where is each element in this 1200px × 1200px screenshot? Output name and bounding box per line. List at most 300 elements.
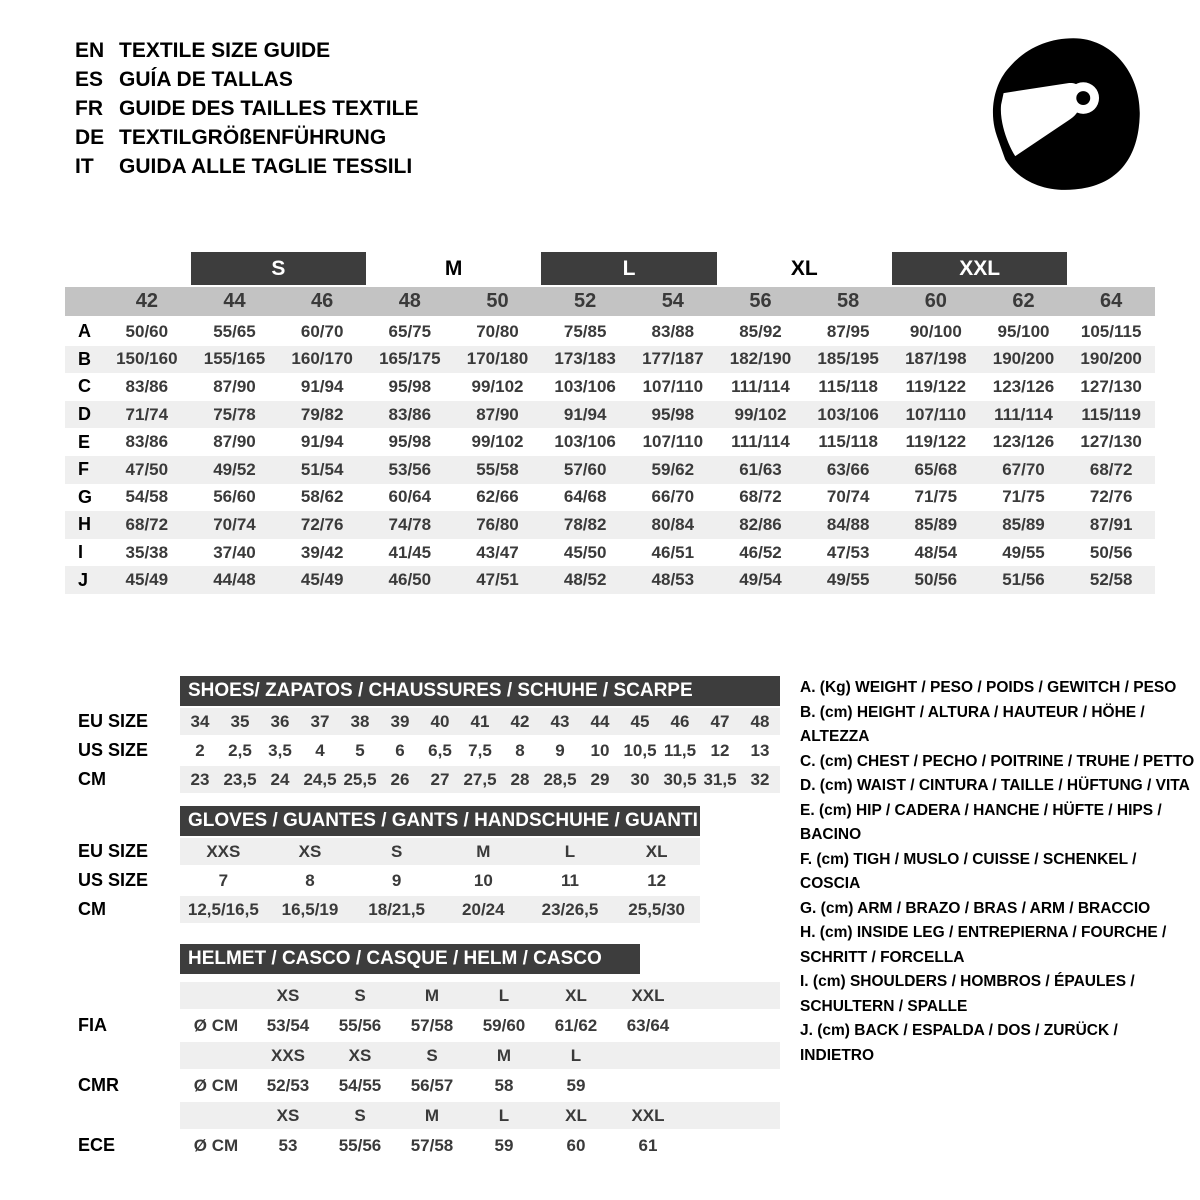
table-cell: 119/122 — [905, 432, 967, 452]
table-row — [65, 1102, 780, 1129]
standard-label: ECE — [78, 1135, 116, 1155]
table-cell: 30,5 — [663, 769, 697, 789]
table-cell: 83/88 — [651, 321, 695, 341]
gloves-title: GLOVES / GUANTES / GANTS / HANDSCHUHE / GUANTI — [180, 806, 700, 836]
size-group-xxl: XXL — [892, 252, 1067, 285]
table-cell: 87/90 — [213, 432, 256, 452]
table-cell: 36 — [270, 711, 290, 731]
table-cell: 68/72 — [125, 514, 169, 534]
table-cell: 6 — [395, 740, 405, 760]
table-cell: 72/76 — [1089, 487, 1133, 507]
size-number: 44 — [223, 290, 246, 312]
table-cell: 66/70 — [651, 487, 695, 507]
table-cell: 45 — [630, 711, 650, 731]
table-cell: 115/118 — [818, 376, 878, 396]
table-cell: 72/76 — [300, 514, 344, 534]
shoes-section — [65, 676, 780, 793]
language-code: FR — [75, 97, 103, 120]
table-cell: 63/64 — [626, 1015, 670, 1035]
main-size-numbers-row — [65, 287, 1155, 316]
table-cell: 160/170 — [291, 349, 353, 369]
racing-helmet-icon — [982, 30, 1148, 196]
table-cell: 46/52 — [739, 542, 782, 562]
table-cell: 71/75 — [914, 487, 958, 507]
table-cell: L — [564, 841, 576, 861]
table-cell: 54/55 — [338, 1075, 382, 1095]
unit-cell: Ø CM — [193, 1075, 239, 1095]
table-row — [65, 401, 1155, 429]
table-cell: 83/86 — [125, 376, 169, 396]
table-cell: 23,5 — [223, 769, 257, 789]
row-letter: H — [78, 514, 91, 535]
table-row — [65, 737, 780, 764]
table-cell: 48/52 — [563, 570, 607, 590]
table-cell: 59 — [494, 1135, 514, 1155]
language-code: IT — [75, 155, 94, 178]
table-cell: 85/89 — [914, 514, 958, 534]
table-cell: 47/50 — [125, 459, 169, 479]
table-cell: 103/106 — [554, 432, 616, 452]
size-group-l: L — [541, 252, 716, 285]
table-cell: 37/40 — [213, 542, 256, 562]
table-cell: M — [496, 1045, 512, 1065]
main-size-groups-row — [65, 252, 1155, 285]
helmet-section — [65, 944, 780, 1160]
table-row — [65, 346, 1155, 374]
table-cell: 44 — [590, 711, 610, 731]
language-row — [75, 152, 418, 181]
standard-label: CMR — [78, 1075, 119, 1095]
table-cell: 84/88 — [826, 514, 870, 534]
size-number: 48 — [398, 290, 421, 312]
table-cell: 67/70 — [1002, 459, 1045, 479]
table-cell: 11,5 — [663, 740, 697, 760]
table-cell: 80/84 — [651, 514, 695, 534]
table-cell: 12 — [710, 740, 730, 760]
table-cell: 27 — [430, 769, 450, 789]
table-cell: 60/64 — [388, 487, 432, 507]
table-cell: 20/24 — [462, 899, 505, 919]
table-cell: 111/114 — [731, 432, 790, 452]
table-cell: 10 — [590, 740, 610, 760]
table-cell: 123/126 — [992, 432, 1055, 452]
table-cell: 54/58 — [125, 487, 169, 507]
size-group-s: S — [191, 252, 366, 285]
table-cell: XXS — [206, 841, 241, 861]
row-letter: I — [78, 542, 84, 563]
table-cell: 49/55 — [1002, 542, 1045, 562]
row-strip — [180, 982, 780, 1009]
table-cell: 78/82 — [563, 514, 607, 534]
table-cell: S — [354, 985, 366, 1005]
language-row — [75, 94, 418, 123]
row-letter: B — [78, 348, 91, 369]
table-cell: 127/130 — [1080, 432, 1142, 452]
table-cell: 99/102 — [471, 432, 524, 452]
row-strip — [180, 708, 780, 735]
table-row — [65, 766, 780, 793]
table-row — [65, 1042, 780, 1069]
table-cell: 61 — [638, 1135, 658, 1155]
table-cell: 5 — [355, 740, 365, 760]
table-cell: 61/63 — [739, 459, 782, 479]
row-strip — [180, 1011, 780, 1040]
table-cell: 53/54 — [266, 1015, 310, 1035]
legend-item: F. (cm) TIGH / MUSLO / CUISSE / SCHENKEL / COSCIA — [800, 850, 1137, 892]
table-cell: 42 — [510, 711, 530, 731]
table-cell: 115/118 — [818, 432, 878, 452]
table-cell: 8 — [305, 870, 315, 890]
language-row — [75, 36, 418, 65]
table-cell: 150/160 — [116, 349, 178, 369]
shoes-rows — [65, 708, 780, 793]
table-cell: 173/183 — [554, 349, 616, 369]
table-cell: 90/100 — [909, 321, 962, 341]
table-cell: 62/66 — [476, 487, 519, 507]
table-row — [65, 373, 1155, 401]
table-row — [65, 867, 700, 894]
size-number: 62 — [1012, 290, 1035, 312]
main-table-body — [65, 318, 1155, 594]
table-cell: XS — [348, 1045, 372, 1065]
table-cell: 12,5/16,5 — [187, 899, 259, 919]
table-cell: 47/51 — [476, 570, 519, 590]
size-number: 52 — [574, 290, 597, 312]
table-cell: 30 — [630, 769, 650, 789]
table-cell: 127/130 — [1080, 376, 1142, 396]
table-cell: 38 — [350, 711, 370, 731]
table-cell: 50/56 — [914, 570, 958, 590]
table-cell: 85/92 — [739, 321, 782, 341]
table-cell: 182/190 — [729, 349, 792, 369]
table-cell: S — [390, 841, 403, 861]
table-cell: 165/175 — [379, 349, 441, 369]
table-cell: 111/114 — [994, 404, 1053, 424]
table-cell: 2,5 — [228, 740, 252, 760]
legend-item: D. (cm) WAIST / CINTURA / TAILLE / HÜFTUNG / VITA — [800, 777, 1190, 794]
table-cell: L — [570, 1045, 582, 1065]
standard-label: FIA — [78, 1015, 107, 1035]
size-number: 54 — [661, 290, 684, 312]
table-cell: M — [424, 985, 440, 1005]
table-cell: 4 — [315, 740, 325, 760]
table-cell: 45/49 — [125, 570, 169, 590]
table-cell: 95/98 — [651, 404, 695, 424]
table-cell: 111/114 — [731, 376, 790, 396]
table-cell: 11 — [561, 870, 579, 890]
table-cell: 8 — [515, 740, 525, 760]
table-row — [65, 1011, 780, 1040]
size-number: 50 — [486, 290, 509, 312]
row-strip — [180, 896, 700, 923]
table-cell: 53 — [278, 1135, 298, 1155]
legend-item: B. (cm) HEIGHT / ALTURA / HAUTEUR / HÖHE / ALTEZZA — [800, 703, 1145, 745]
table-cell: 58/62 — [300, 487, 344, 507]
legend-item: J. (cm) BACK / ESPALDA / DOS / ZURÜCK / INDIETRO — [800, 1022, 1118, 1064]
table-cell: 46 — [670, 711, 690, 731]
table-cell: 49/52 — [213, 459, 256, 479]
table-cell: 46/51 — [651, 542, 695, 562]
table-cell: 59/60 — [482, 1015, 526, 1035]
table-cell: 76/80 — [476, 514, 519, 534]
row-label: CM — [78, 899, 106, 919]
table-cell: 83/86 — [388, 404, 432, 424]
table-cell: 43 — [550, 711, 570, 731]
table-cell: 26 — [390, 769, 410, 789]
row-label — [65, 1042, 180, 1069]
table-cell: 105/115 — [1080, 321, 1142, 341]
size-number: 60 — [924, 290, 947, 312]
table-cell: 107/110 — [642, 432, 704, 452]
table-cell: 24,5 — [303, 769, 337, 789]
table-cell: 74/78 — [388, 514, 432, 534]
measurement-legend — [800, 676, 1196, 1068]
unit-cell: Ø CM — [193, 1135, 239, 1155]
language-code: EN — [75, 39, 105, 62]
table-cell: 29 — [590, 769, 610, 789]
table-cell: 45/50 — [563, 542, 607, 562]
table-row — [65, 318, 1155, 346]
row-strip — [180, 766, 780, 793]
table-cell: 70/80 — [476, 321, 519, 341]
table-cell: 70/74 — [213, 514, 256, 534]
table-cell: 35/38 — [125, 542, 169, 562]
table-cell: 71/74 — [125, 404, 169, 424]
table-cell: 190/200 — [992, 349, 1055, 369]
table-cell: 10,5 — [623, 740, 657, 760]
table-cell: 47 — [710, 711, 730, 731]
row-strip — [180, 1131, 780, 1160]
unit-cell: Ø CM — [193, 1015, 239, 1035]
table-row — [65, 838, 700, 865]
table-cell: XS — [276, 1105, 300, 1125]
guide-title: GUIDA ALLE TAGLIE TESSILI — [119, 155, 413, 178]
table-cell: 37 — [310, 711, 330, 731]
table-cell: 87/91 — [1089, 514, 1133, 534]
guide-title: TEXTILGRÖßENFÜHRUNG — [119, 126, 387, 149]
table-cell: 44/48 — [213, 570, 256, 590]
table-cell: 65/68 — [914, 459, 958, 479]
row-letter: F — [78, 459, 89, 480]
legend-item: C. (cm) CHEST / PECHO / POITRINE / TRUHE / PETTO — [800, 752, 1195, 770]
table-cell: 57/58 — [410, 1135, 454, 1155]
table-cell: 23/26,5 — [541, 899, 599, 919]
table-row — [65, 511, 1155, 539]
table-cell: 83/86 — [125, 432, 169, 452]
language-row — [75, 123, 418, 152]
table-cell: XXL — [631, 1105, 665, 1125]
table-row — [65, 566, 1155, 594]
row-strip — [180, 737, 780, 764]
table-cell: 107/110 — [905, 404, 967, 424]
table-cell: 32 — [750, 769, 770, 789]
table-cell: XS — [276, 985, 300, 1005]
table-row — [65, 456, 1155, 484]
table-cell: 190/200 — [1080, 349, 1142, 369]
table-cell: 51/56 — [1002, 570, 1045, 590]
table-cell: 119/122 — [905, 376, 967, 396]
table-cell: 75/78 — [213, 404, 256, 424]
table-row — [65, 982, 780, 1009]
table-cell: 123/126 — [992, 376, 1055, 396]
table-cell: 87/95 — [826, 321, 870, 341]
table-cell: 43/47 — [476, 542, 519, 562]
table-cell: 16,5/19 — [281, 899, 339, 919]
table-cell: 55/56 — [338, 1135, 382, 1155]
table-cell: 23 — [190, 769, 210, 789]
table-cell: 59/62 — [651, 459, 695, 479]
table-cell: 9 — [555, 740, 565, 760]
table-cell: 155/165 — [203, 349, 266, 369]
table-cell: 91/94 — [300, 376, 344, 396]
language-code: ES — [75, 68, 104, 91]
table-cell: 13 — [750, 740, 770, 760]
guide-title: GUIDE DES TAILLES TEXTILE — [119, 97, 419, 120]
table-cell: 48/54 — [914, 542, 958, 562]
table-cell: 85/89 — [1002, 514, 1045, 534]
row-letter: G — [78, 486, 93, 507]
table-cell: XL — [565, 985, 587, 1005]
table-cell: 9 — [391, 870, 402, 890]
table-cell: 3,5 — [268, 740, 292, 760]
row-strip — [180, 1071, 780, 1100]
table-cell: 48 — [750, 711, 770, 731]
table-cell: 27,5 — [463, 769, 497, 789]
row-strip — [180, 838, 700, 865]
table-cell: 87/90 — [213, 376, 256, 396]
table-cell: 61/62 — [554, 1015, 598, 1035]
table-cell: 79/82 — [300, 404, 344, 424]
table-cell: M — [476, 841, 491, 861]
size-number: 58 — [837, 290, 860, 312]
table-cell: 59 — [566, 1075, 586, 1095]
table-cell: 50/60 — [125, 321, 169, 341]
table-cell: 2 — [195, 740, 205, 760]
legend-item: I. (cm) SHOULDERS / HOMBROS / ÉPAULES / SCHULTERN / SPALLE — [800, 973, 1135, 1015]
table-cell: 52/53 — [266, 1075, 310, 1095]
size-number: 56 — [749, 290, 772, 312]
shoes-title: SHOES/ ZAPATOS / CHAUSSURES / SCHUHE / SCARPE — [180, 676, 780, 706]
table-cell: 107/110 — [642, 376, 704, 396]
table-cell: 39/42 — [300, 542, 344, 562]
table-cell: 57/58 — [410, 1015, 454, 1035]
row-label: CM — [78, 769, 106, 789]
row-letter: J — [78, 569, 89, 590]
table-cell: 6,5 — [428, 740, 452, 760]
table-cell: 115/119 — [1081, 404, 1141, 424]
table-cell: 99/102 — [471, 376, 524, 396]
size-number: 46 — [311, 290, 334, 312]
table-cell: S — [426, 1045, 438, 1065]
row-label: EU SIZE — [78, 841, 149, 861]
row-letter: A — [78, 321, 91, 342]
table-cell: XS — [298, 841, 322, 861]
row-strip — [180, 1042, 780, 1069]
table-cell: XXS — [270, 1045, 306, 1065]
legend-item: E. (cm) HIP / CADERA / HANCHE / HÜFTE / HIPS / BACINO — [800, 801, 1162, 843]
guide-title: GUÍA DE TALLAS — [119, 68, 293, 91]
table-cell: M — [424, 1105, 440, 1125]
table-cell: 71/75 — [1002, 487, 1045, 507]
legend-item: H. (cm) INSIDE LEG / ENTREPIERNA / FOURCHE / SCHRITT / FORCELLA — [800, 924, 1167, 966]
table-cell: XL — [645, 841, 668, 861]
table-cell: 177/187 — [642, 349, 704, 369]
table-cell: 60/70 — [300, 321, 344, 341]
table-cell: 103/106 — [554, 376, 616, 396]
table-cell: 55/56 — [338, 1015, 382, 1035]
row-label — [65, 982, 180, 1009]
table-cell: 39 — [390, 711, 410, 731]
table-cell: 87/90 — [476, 404, 519, 424]
table-cell: 55/58 — [476, 459, 519, 479]
table-row — [65, 1131, 780, 1160]
row-label: EU SIZE — [78, 711, 149, 731]
table-cell: 46/50 — [388, 570, 432, 590]
size-group-m: M — [444, 256, 463, 280]
table-cell: 35 — [230, 711, 250, 731]
legend-item: G. (cm) ARM / BRAZO / BRAS / ARM / BRACCIO — [800, 899, 1151, 917]
table-cell: S — [354, 1105, 366, 1125]
table-cell: 99/102 — [734, 404, 787, 424]
table-cell: 12 — [647, 870, 667, 890]
table-cell: 24 — [270, 769, 290, 789]
table-cell: 40 — [430, 711, 450, 731]
row-label: US SIZE — [78, 870, 149, 890]
table-row — [65, 1071, 780, 1100]
gloves-rows — [65, 838, 700, 923]
table-cell: 10 — [473, 870, 493, 890]
table-cell: 47/53 — [826, 542, 870, 562]
table-cell: 56/57 — [410, 1075, 454, 1095]
table-cell: 41 — [470, 711, 490, 731]
row-strip — [180, 1102, 780, 1129]
table-cell: XXL — [631, 985, 665, 1005]
table-cell: 28 — [510, 769, 530, 789]
table-cell: L — [498, 985, 510, 1005]
row-label — [65, 1102, 180, 1129]
table-row — [65, 539, 1155, 567]
size-number: 64 — [1100, 290, 1123, 312]
table-cell: 95/98 — [388, 432, 432, 452]
size-number: 42 — [135, 290, 158, 312]
table-cell: 7,5 — [468, 740, 492, 760]
guide-title: TEXTILE SIZE GUIDE — [119, 39, 331, 62]
table-cell: 91/94 — [563, 404, 607, 424]
table-cell: L — [498, 1105, 510, 1125]
table-cell: 75/85 — [563, 321, 607, 341]
row-letter: D — [78, 404, 91, 425]
row-letter: C — [78, 376, 91, 397]
table-cell: 57/60 — [563, 459, 607, 479]
table-cell: 25,5 — [343, 769, 377, 789]
table-cell: 58 — [494, 1075, 514, 1095]
table-row — [65, 896, 700, 923]
table-cell: 68/72 — [1089, 459, 1133, 479]
table-cell: 49/55 — [826, 570, 870, 590]
table-cell: 95/100 — [997, 321, 1050, 341]
table-cell: 34 — [190, 711, 210, 731]
table-cell: 82/86 — [739, 514, 782, 534]
table-cell: 56/60 — [213, 487, 256, 507]
table-cell: 31,5 — [703, 769, 737, 789]
table-cell: 55/65 — [213, 321, 256, 341]
row-label: US SIZE — [78, 740, 149, 760]
language-title-block — [75, 36, 418, 181]
table-cell: 52/58 — [1089, 570, 1133, 590]
table-cell: 103/106 — [817, 404, 879, 424]
table-cell: XL — [565, 1105, 587, 1125]
main-size-table — [65, 252, 1155, 594]
